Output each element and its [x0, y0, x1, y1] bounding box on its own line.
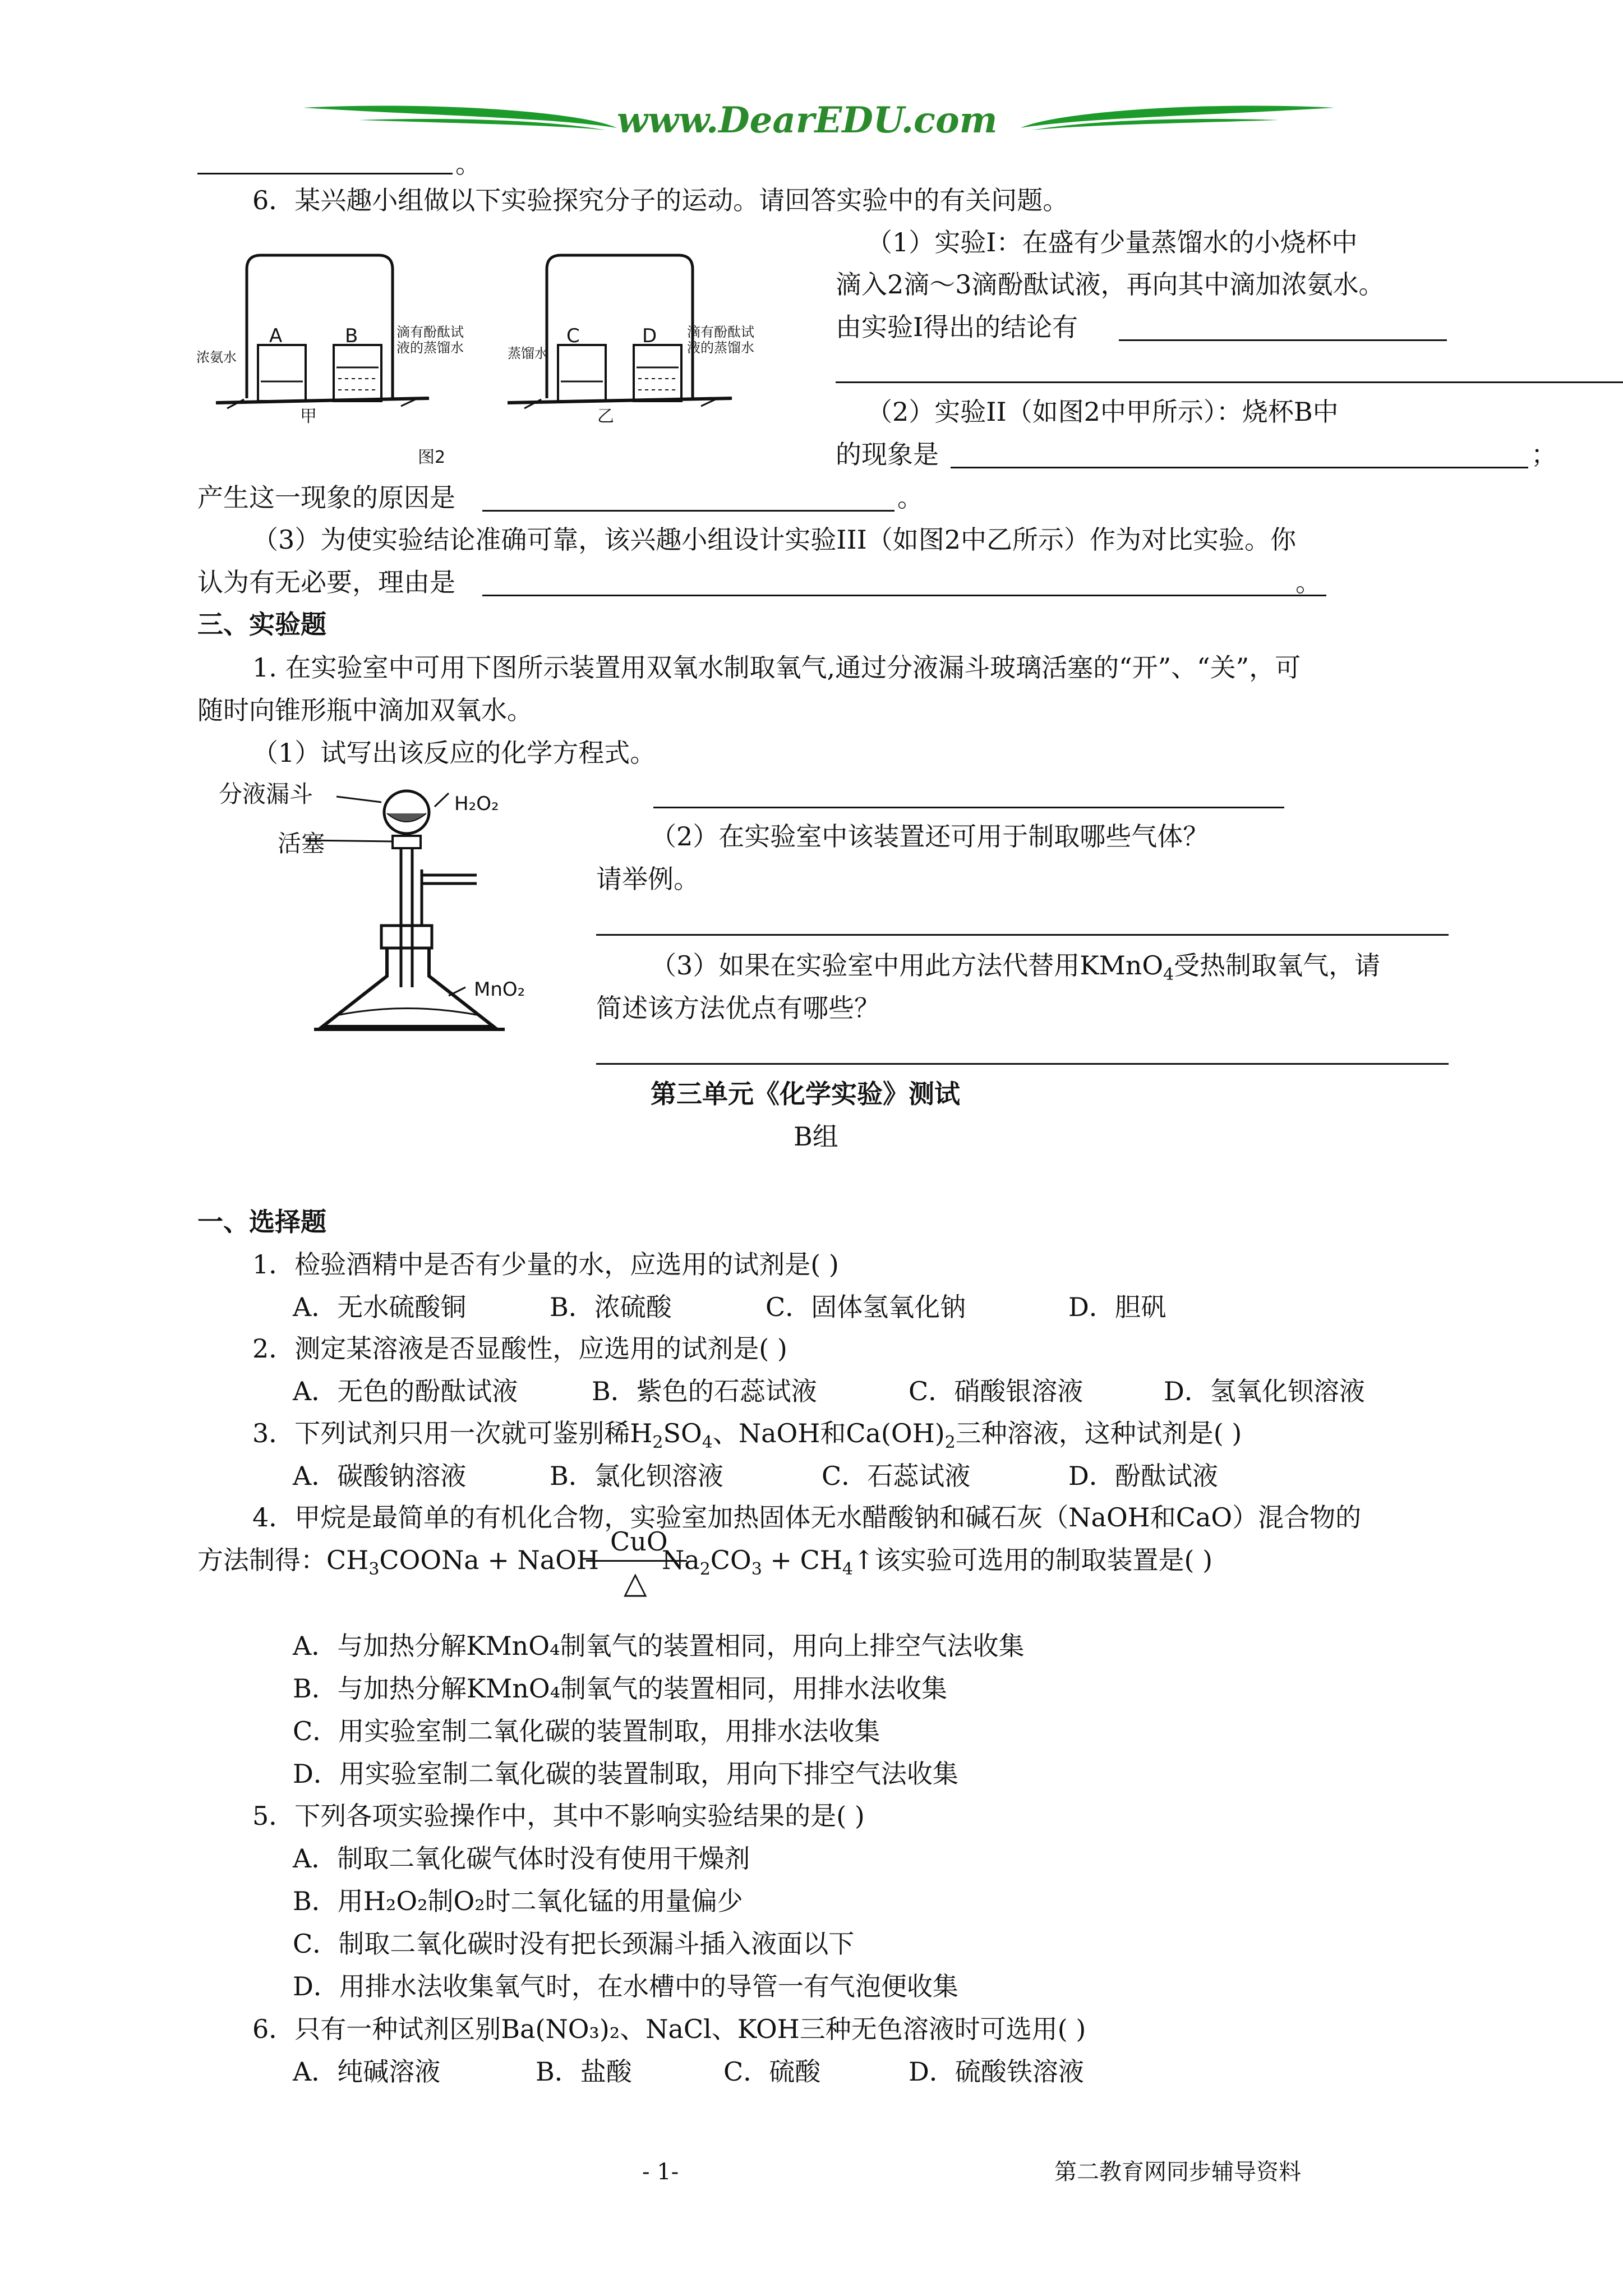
q6-p3-b: 认为有无必要，理由是	[197, 567, 455, 597]
sec3-s1: （1）试写出该反应的化学方程式。	[252, 738, 656, 768]
q5-opt-c[interactable]: C．制取二氧化碳时没有把长颈漏斗插入液面以下	[293, 1929, 855, 1959]
q6-mc-opt-d[interactable]: D．硫酸铁溶液	[909, 2056, 1084, 2087]
flask-apparatus	[213, 780, 566, 1038]
fig-label-d: D	[642, 325, 657, 347]
q6-mc-opt-b[interactable]: B．盐酸	[536, 2056, 632, 2087]
q6-p2-b: 的现象是	[836, 439, 939, 470]
q3-opt-c[interactable]: C．石蕊试液	[822, 1461, 971, 1491]
q5-stem: 5．下列各项实验操作中，其中不影响实验结果的是( )	[252, 1801, 865, 1831]
q5-opt-d[interactable]: D．用排水法收集氧气时，在水槽中的导管一有气泡便收集	[293, 1971, 958, 2001]
site-logo-text[interactable]: www.DearEDU.com	[617, 99, 998, 141]
answer-blank-q6-1b[interactable]	[836, 381, 1623, 383]
answer-blank[interactable]	[197, 173, 453, 174]
fig-label-distilled: 蒸馏水	[508, 346, 548, 361]
answer-blank-sec3-1[interactable]	[653, 807, 1284, 808]
fig-label-ammonia: 浓氨水	[196, 349, 237, 365]
fig-label-phenol-4: 液的蒸馏水	[687, 340, 754, 356]
q3-opt-a[interactable]: A．碳酸钠溶液	[293, 1461, 467, 1491]
label-h2o2: H₂O₂	[454, 793, 499, 815]
q6-p2-a: （2）实验II（如图2中甲所示）：烧杯B中	[866, 397, 1339, 427]
q4-heat: △	[624, 1565, 647, 1600]
fig-label-phenol-1: 滴有酚酞试	[396, 324, 464, 340]
q4-opt-b[interactable]: B．与加热分解KMnO₄制氧气的装置相同，用排水法收集	[293, 1673, 948, 1704]
section-title-3: 三、实验题	[197, 609, 326, 639]
q1-opt-b[interactable]: B．浓硫酸	[550, 1292, 672, 1322]
sec3-s3-c: 简述该方法优点有哪些？	[596, 993, 880, 1023]
fig-caption: 图2	[418, 448, 446, 467]
sec3-q1-b: 随时向锥形瓶中滴加双氧水。	[197, 695, 533, 725]
fig-label-jia: 甲	[300, 407, 317, 426]
q6-stem: 6．某兴趣小组做以下实验探究分子的运动。请回答实验中的有关问题。	[252, 185, 1069, 215]
q6-mc-opt-a[interactable]: A．纯碱溶液	[293, 2056, 441, 2087]
q1-opt-d[interactable]: D．胆矾	[1068, 1292, 1166, 1322]
sec3-q1-a: 1. 在实验室中可用下图所示装置用双氧水制取氧气,通过分液漏斗玻璃活塞的“开”、“关”，可	[252, 652, 1301, 683]
label-funnel: 分液漏斗	[219, 780, 313, 808]
q6-mc-stem: 6．只有一种试剂区别Ba(NO₃)₂、NaCl、KOH三种无色溶液时可选用( )	[252, 2014, 1086, 2044]
q4-stem-a: 4．甲烷是最简单的有机化合物，实验室加热固体无水醋酸钠和碱石灰（NaOH和CaO）混合物的	[252, 1502, 1362, 1533]
answer-blank-sec3-2[interactable]	[596, 934, 1449, 936]
q6-p1-a: （1）实验Ⅰ：在盛有少量蒸馏水的小烧杯中	[866, 227, 1358, 257]
q5-opt-a[interactable]: A．制取二氧化碳气体时没有使用干燥剂	[293, 1843, 750, 1874]
label-mno2: MnO₂	[474, 978, 525, 1001]
fig-label-c: C	[566, 325, 580, 347]
q2-opt-a[interactable]: A．无色的酚酞试液	[293, 1376, 518, 1406]
q2-opt-b[interactable]: B．紫色的石蕊试液	[592, 1376, 817, 1406]
section-title-1: 一、选择题	[197, 1207, 326, 1237]
q3-stem: 3．下列试剂只用一次就可鉴别稀$H_2SO_4$、NaOH和$Ca(OH)_2$三种溶液，这种试剂是( )	[252, 1418, 1242, 1453]
period: 。	[1295, 567, 1321, 597]
q6-p1-c: 由实验Ⅰ得出的结论有	[836, 312, 1078, 342]
q2-stem: 2．测定某溶液是否显酸性，应选用的试剂是( )	[252, 1333, 787, 1364]
unit-group: B组	[794, 1121, 838, 1152]
q2-opt-c[interactable]: C．硝酸银溶液	[909, 1376, 1083, 1406]
sec3-s2-b: 请举例。	[596, 864, 699, 894]
fig-label-b: B	[345, 325, 358, 347]
answer-blank-q6-3[interactable]	[482, 595, 1326, 596]
q6-p2-c: 产生这一现象的原因是	[197, 482, 455, 513]
q1-stem: 1．检验酒精中是否有少量的水，应选用的试剂是( )	[252, 1249, 839, 1280]
answer-blank-q6-2b[interactable]	[482, 510, 895, 512]
sec3-s3-a: （3）如果在实验室中用此方法代替用KMnO$_4$受热制取氧气，请	[651, 950, 1381, 985]
q6-p1-b: 滴入2滴～3滴酚酞试液，再向其中滴加浓氨水。	[836, 269, 1385, 300]
q6-p3-a: （3）为使实验结论准确可靠，该兴趣小组设计实验III（如图2中乙所示）作为对比实验。你	[252, 524, 1297, 555]
q4-opt-c[interactable]: C．用实验室制二氧化碳的装置制取，用排水法收集	[293, 1716, 880, 1746]
fig-label-yi: 乙	[597, 407, 614, 426]
q4-opt-d[interactable]: D．用实验室制二氧化碳的装置制取，用向下排空气法收集	[293, 1759, 958, 1789]
fig-label-phenol-3: 滴有酚酞试	[687, 324, 754, 340]
answer-blank-q6-1[interactable]	[1119, 339, 1447, 341]
q1-opt-c[interactable]: C．固体氢氧化钠	[766, 1292, 966, 1322]
sec3-s2-a: （2）在实验室中该装置还可用于制取哪些气体？	[651, 821, 1209, 852]
footer-brand: 第二教育网同步辅导资料	[1054, 2159, 1301, 2185]
q4-catalyst: CuO	[610, 1526, 668, 1557]
label-stopcock: 活塞	[278, 830, 325, 857]
q3-opt-d[interactable]: D．酚酞试液	[1068, 1461, 1218, 1491]
q6-mc-opt-c[interactable]: C．硫酸	[723, 2056, 821, 2087]
period: 。	[455, 149, 481, 179]
q5-opt-b[interactable]: B．用H₂O₂制O₂时二氧化锰的用量偏少	[293, 1886, 743, 1916]
figure-2	[193, 247, 816, 471]
semicolon: ；	[1531, 439, 1557, 470]
q1-opt-a[interactable]: A．无水硫酸铜	[293, 1292, 467, 1322]
answer-blank-sec3-3[interactable]	[596, 1063, 1449, 1065]
period: 。	[897, 482, 923, 513]
q4-opt-a[interactable]: A．与加热分解KMnO₄制氧气的装置相同，用向上排空气法收集	[293, 1631, 1025, 1661]
q3-opt-b[interactable]: B．氯化钡溶液	[550, 1461, 723, 1491]
unit-title: 第三单元《化学实验》测试	[651, 1079, 960, 1109]
fig-label-phenol-2: 液的蒸馏水	[396, 340, 464, 356]
q4-stem-b: 方法制得：$CH_3COONa$ + NaOH	[197, 1545, 599, 1580]
q2-opt-d[interactable]: D．氢氧化钡溶液	[1164, 1376, 1365, 1406]
page-number: - 1-	[642, 2159, 679, 2185]
fig-label-a: A	[269, 325, 283, 347]
answer-blank-q6-2[interactable]	[951, 467, 1528, 468]
q4-stem-c: $Na_2CO_3$ + $CH_4↑$该实验可选用的制取装置是( )	[662, 1545, 1213, 1580]
